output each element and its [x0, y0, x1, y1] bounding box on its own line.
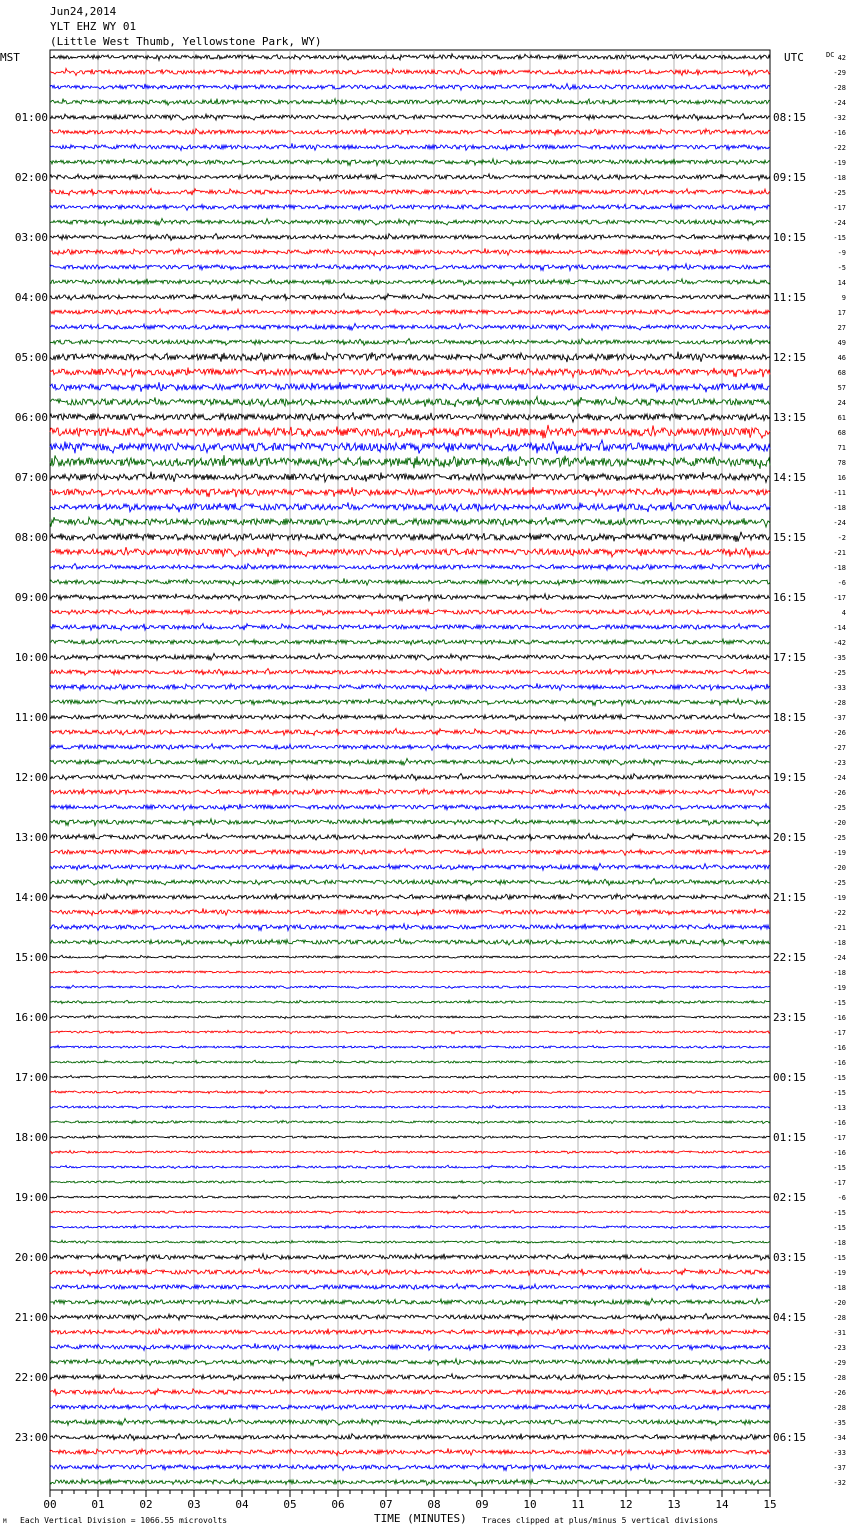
seismic-trace — [50, 114, 770, 121]
seismic-trace — [50, 833, 770, 840]
dc-offset-label: -34 — [833, 1434, 846, 1442]
seismic-trace — [50, 1448, 770, 1455]
x-tick-label: 05 — [283, 1498, 297, 1511]
dc-offset-label: -20 — [833, 1299, 846, 1307]
dc-offset-label: -23 — [833, 1344, 846, 1352]
seismic-trace — [50, 487, 770, 497]
mst-hour-label: 11:00 — [14, 711, 48, 724]
utc-hour-label: 15:15 — [773, 531, 807, 544]
seismic-trace — [50, 367, 770, 377]
mst-hour-label: 15:00 — [14, 951, 48, 964]
dc-offset-label: -18 — [833, 1239, 846, 1247]
dc-offset-label: -18 — [833, 504, 846, 512]
dc-offset-label: -37 — [833, 714, 846, 722]
seismic-trace — [50, 985, 770, 988]
seismic-trace — [50, 440, 770, 454]
seismic-trace — [50, 352, 770, 363]
utc-hour-label: 10:15 — [773, 231, 807, 244]
seismic-trace — [50, 1434, 770, 1441]
seismic-trace — [50, 1343, 770, 1350]
seismic-trace — [50, 714, 770, 721]
seismic-trace — [50, 1045, 770, 1048]
dc-offset-label: -28 — [833, 84, 846, 92]
seismic-trace — [50, 68, 770, 75]
x-tick-label: 01 — [91, 1498, 105, 1511]
seismic-trace — [50, 594, 770, 601]
dc-offset-label: -16 — [833, 129, 846, 137]
dc-offset-label: -14 — [833, 624, 846, 632]
utc-hour-label: 19:15 — [773, 771, 807, 784]
seismic-trace — [50, 1135, 770, 1138]
seismic-trace — [50, 578, 770, 585]
dc-offset-label: 27 — [837, 324, 846, 332]
seismic-trace — [50, 517, 770, 527]
seismic-trace — [50, 864, 770, 871]
seismic-trace — [50, 1000, 770, 1003]
dc-offset-label: -16 — [833, 1149, 846, 1157]
utc-hour-label: 09:15 — [773, 171, 807, 184]
dc-offset-label: -26 — [833, 789, 846, 797]
seismic-trace — [50, 455, 770, 469]
seismic-trace — [50, 84, 770, 91]
x-tick-label: 04 — [235, 1498, 249, 1511]
dc-offset-label: -19 — [833, 894, 846, 902]
dc-offset-label: -18 — [833, 564, 846, 572]
x-tick-label: 09 — [475, 1498, 489, 1511]
utc-hour-label: 20:15 — [773, 831, 807, 844]
dc-offset-label: -24 — [833, 219, 846, 227]
seismic-trace — [50, 293, 770, 300]
seismic-trace — [50, 788, 770, 795]
dc-offset-label: -16 — [833, 1119, 846, 1127]
dc-offset-label: -20 — [833, 864, 846, 872]
seismic-trace — [50, 774, 770, 781]
utc-hour-label: 03:15 — [773, 1251, 807, 1264]
dc-offset-label: -23 — [833, 759, 846, 767]
dc-offset-label: -9 — [837, 249, 846, 257]
seismic-trace — [50, 1195, 770, 1198]
seismic-trace — [50, 728, 770, 735]
mst-hour-label: 06:00 — [14, 411, 48, 424]
seismic-trace — [50, 1090, 770, 1093]
dc-offset-label: 46 — [837, 354, 846, 362]
station-code: YLT EHZ WY 01 — [50, 20, 137, 33]
mst-hour-label: 12:00 — [14, 771, 48, 784]
seismic-trace — [50, 1060, 770, 1064]
mst-hour-label: 07:00 — [14, 471, 48, 484]
dc-offset-label: -15 — [833, 1254, 846, 1262]
dc-offset-label: -21 — [833, 924, 846, 932]
dc-offset-label: -25 — [833, 804, 846, 812]
chart-date: Jun24,2014 — [50, 5, 117, 18]
seismic-trace — [50, 174, 770, 181]
dc-offset-label: -15 — [833, 1074, 846, 1082]
dc-offset-label: -32 — [833, 114, 846, 122]
seismic-trace — [50, 1240, 770, 1244]
dc-offset-label: -21 — [833, 549, 846, 557]
dc-offset-label: -16 — [833, 1044, 846, 1052]
dc-offset-label: -33 — [833, 1449, 846, 1457]
seismic-trace — [50, 639, 770, 645]
mst-hour-label: 04:00 — [14, 291, 48, 304]
dc-offset-label: -2 — [837, 534, 846, 542]
dc-offset-label: 14 — [837, 279, 846, 287]
dc-offset-label: 68 — [837, 429, 846, 437]
dc-offset-label: -13 — [833, 1104, 846, 1112]
seismic-trace — [50, 1105, 770, 1108]
seismic-trace — [50, 699, 770, 706]
utc-hour-label: 01:15 — [773, 1131, 807, 1144]
seismic-trace — [50, 412, 770, 422]
seismic-trace — [50, 159, 770, 166]
x-axis-title: TIME (MINUTES) — [374, 1512, 467, 1525]
dc-offset-label: -24 — [833, 519, 846, 527]
dc-offset-label: -26 — [833, 729, 846, 737]
seismic-trace — [50, 924, 770, 931]
utc-hour-label: 06:15 — [773, 1431, 807, 1444]
x-tick-label: 00 — [43, 1498, 57, 1511]
utc-hour-label: 14:15 — [773, 471, 807, 484]
mst-hour-label: 16:00 — [14, 1011, 48, 1024]
seismic-trace — [50, 188, 770, 195]
x-tick-label: 02 — [139, 1498, 153, 1511]
dc-offset-label: -28 — [833, 1314, 846, 1322]
dc-header-label: DC — [826, 51, 835, 59]
dc-offset-label: -19 — [833, 849, 846, 857]
seismic-trace — [50, 1329, 770, 1336]
seismic-trace — [50, 1314, 770, 1321]
mst-hour-label: 22:00 — [14, 1371, 48, 1384]
dc-offset-label: -35 — [833, 1419, 846, 1427]
utc-hour-label: 21:15 — [773, 891, 807, 904]
dc-offset-label: -15 — [833, 234, 846, 242]
mst-hour-label: 20:00 — [14, 1251, 48, 1264]
x-tick-label: 03 — [187, 1498, 201, 1511]
station-location: (Little West Thumb, Yellowstone Park, WY) — [50, 35, 322, 48]
seismic-trace — [50, 1404, 770, 1410]
utc-hour-label: 16:15 — [773, 591, 807, 604]
mst-hour-label: 01:00 — [14, 111, 48, 124]
dc-offset-label: -28 — [833, 699, 846, 707]
dc-offset-label: -15 — [833, 1209, 846, 1217]
utc-hour-label: 18:15 — [773, 711, 807, 724]
x-tick-label: 12 — [619, 1498, 633, 1511]
dc-offset-label: -24 — [833, 774, 846, 782]
corner-mark: M — [3, 1518, 7, 1525]
seismic-trace — [50, 1180, 770, 1183]
seismic-trace — [50, 1299, 770, 1306]
dc-offset-label: -17 — [833, 1029, 846, 1037]
dc-offset-label: -19 — [833, 984, 846, 992]
dc-offset-label: -25 — [833, 669, 846, 677]
x-tick-label: 07 — [379, 1498, 393, 1511]
mst-hour-label: 03:00 — [14, 231, 48, 244]
utc-hour-label: 08:15 — [773, 111, 807, 124]
dc-offset-label: -33 — [833, 684, 846, 692]
utc-hour-label: 05:15 — [773, 1371, 807, 1384]
dc-offset-label: -16 — [833, 1014, 846, 1022]
seismic-trace — [50, 623, 770, 630]
seismic-trace — [50, 1254, 770, 1261]
seismic-trace — [50, 204, 770, 210]
dc-offset-label: -24 — [833, 954, 846, 962]
dc-offset-label: -19 — [833, 1269, 846, 1277]
seismic-trace — [50, 908, 770, 915]
seismic-trace — [50, 804, 770, 811]
dc-offset-label: -29 — [833, 69, 846, 77]
dc-offset-label: -18 — [833, 174, 846, 182]
seismic-trace — [50, 654, 770, 661]
seismic-trace — [50, 532, 770, 542]
dc-offset-label: 68 — [837, 369, 846, 377]
mst-hour-label: 23:00 — [14, 1431, 48, 1444]
dc-offset-label: 57 — [837, 384, 846, 392]
scale-note: Each Vertical Division = 1066.55 microvolts — [20, 1516, 228, 1525]
dc-offset-label: -18 — [833, 969, 846, 977]
seismic-trace — [50, 1359, 770, 1366]
seismic-trace — [50, 759, 770, 766]
seismic-trace — [50, 264, 770, 271]
mst-hour-label: 08:00 — [14, 531, 48, 544]
dc-offset-label: -18 — [833, 1284, 846, 1292]
utc-hour-label: 23:15 — [773, 1011, 807, 1024]
x-tick-label: 13 — [667, 1498, 681, 1511]
dc-offset-label: -20 — [833, 819, 846, 827]
dc-offset-label: -16 — [833, 1059, 846, 1067]
seismic-trace — [50, 879, 770, 886]
dc-offset-label: -22 — [833, 909, 846, 917]
dc-offset-label: -17 — [833, 1134, 846, 1142]
seismic-trace — [50, 1165, 770, 1169]
dc-offset-label: -11 — [833, 489, 846, 497]
seismic-trace — [50, 502, 770, 513]
dc-offset-label: 24 — [837, 399, 846, 407]
utc-hour-label: 22:15 — [773, 951, 807, 964]
dc-offset-label: -25 — [833, 879, 846, 887]
dc-offset-label: -37 — [833, 1464, 846, 1472]
clip-note: Traces clipped at plus/minus 5 vertical divisions — [482, 1516, 719, 1525]
dc-offset-label: -27 — [833, 744, 846, 752]
seismic-trace — [50, 425, 770, 439]
utc-hour-label: 12:15 — [773, 351, 807, 364]
utc-hour-label: 02:15 — [773, 1191, 807, 1204]
dc-offset-label: 16 — [837, 474, 846, 482]
mst-hour-label: 19:00 — [14, 1191, 48, 1204]
seismic-trace — [50, 1388, 770, 1395]
dc-offset-label: -17 — [833, 204, 846, 212]
left-timezone: MST — [0, 51, 20, 64]
seismic-trace — [50, 564, 770, 571]
dc-offset-label: -6 — [837, 1194, 846, 1202]
seismic-trace — [50, 955, 770, 958]
seismic-trace — [50, 819, 770, 826]
x-tick-label: 11 — [571, 1498, 585, 1511]
seismic-trace — [50, 1479, 770, 1486]
dc-offset-label: -28 — [833, 1404, 846, 1412]
dc-offset-label: 61 — [837, 414, 846, 422]
dc-offset-label: 17 — [837, 309, 846, 317]
seismic-trace — [50, 1374, 770, 1381]
seismic-trace — [50, 54, 770, 61]
seismic-trace — [50, 129, 770, 136]
dc-offset-label: -22 — [833, 144, 846, 152]
seismic-trace — [50, 382, 770, 392]
seismic-trace — [50, 894, 770, 901]
seismic-trace — [50, 324, 770, 331]
dc-offset-label: -6 — [837, 579, 846, 587]
seismic-trace — [50, 1030, 770, 1033]
dc-offset-label: -25 — [833, 834, 846, 842]
seismic-trace — [50, 1075, 770, 1078]
dc-offset-label: -15 — [833, 1164, 846, 1172]
seismic-trace — [50, 472, 770, 483]
x-tick-label: 14 — [715, 1498, 729, 1511]
dc-offset-label: 4 — [841, 609, 846, 617]
utc-hour-label: 04:15 — [773, 1311, 807, 1324]
dc-offset-label: -32 — [833, 1479, 846, 1487]
seismic-trace — [50, 1120, 770, 1124]
dc-offset-label: -15 — [833, 999, 846, 1007]
seismic-trace — [50, 99, 770, 106]
seismic-trace — [50, 669, 770, 676]
seismic-trace — [50, 1225, 770, 1228]
mst-hour-label: 02:00 — [14, 171, 48, 184]
seismic-trace — [50, 309, 770, 316]
mst-hour-label: 18:00 — [14, 1131, 48, 1144]
seismic-trace — [50, 1419, 770, 1426]
dc-offset-label: -31 — [833, 1329, 846, 1337]
seismic-trace — [50, 1284, 770, 1291]
utc-hour-label: 11:15 — [773, 291, 807, 304]
seismic-trace — [50, 1015, 770, 1019]
x-tick-label: 10 — [523, 1498, 537, 1511]
dc-offset-label: -35 — [833, 654, 846, 662]
seismic-trace — [50, 1268, 770, 1275]
dc-offset-label: -26 — [833, 1389, 846, 1397]
mst-hour-label: 14:00 — [14, 891, 48, 904]
seismic-trace — [50, 397, 770, 407]
dc-offset-label: -17 — [833, 594, 846, 602]
seismic-trace — [50, 248, 770, 255]
seismic-trace — [50, 971, 770, 974]
mst-hour-label: 21:00 — [14, 1311, 48, 1324]
x-tick-label: 08 — [427, 1498, 441, 1511]
seismic-trace — [50, 609, 770, 616]
mst-hour-label: 17:00 — [14, 1071, 48, 1084]
dc-offset-label: 9 — [841, 294, 846, 302]
x-tick-label: 06 — [331, 1498, 345, 1511]
seismic-trace — [50, 143, 770, 150]
dc-offset-label: 42 — [837, 54, 846, 62]
dc-offset-label: -5 — [837, 264, 846, 272]
seismic-trace — [50, 234, 770, 241]
dc-offset-label: 71 — [837, 444, 846, 452]
utc-hour-label: 13:15 — [773, 411, 807, 424]
dc-offset-label: -42 — [833, 639, 846, 647]
seismic-trace — [50, 339, 770, 346]
dc-offset-label: -15 — [833, 1224, 846, 1232]
dc-offset-label: -25 — [833, 189, 846, 197]
dc-offset-label: -28 — [833, 1374, 846, 1382]
seismic-trace — [50, 1150, 770, 1153]
mst-hour-label: 05:00 — [14, 351, 48, 364]
utc-hour-label: 17:15 — [773, 651, 807, 664]
x-tick-label: 15 — [763, 1498, 777, 1511]
mst-hour-label: 09:00 — [14, 591, 48, 604]
dc-offset-label: -18 — [833, 939, 846, 947]
utc-hour-label: 00:15 — [773, 1071, 807, 1084]
seismic-trace — [50, 219, 770, 226]
dc-offset-label: -29 — [833, 1359, 846, 1367]
dc-offset-label: -17 — [833, 1179, 846, 1187]
dc-offset-label: -15 — [833, 1089, 846, 1097]
seismic-trace — [50, 683, 770, 690]
dc-offset-label: -24 — [833, 99, 846, 107]
seismic-trace — [50, 279, 770, 286]
dc-offset-label: 49 — [837, 339, 846, 347]
mst-hour-label: 13:00 — [14, 831, 48, 844]
seismic-trace — [50, 1464, 770, 1471]
seismic-trace — [50, 1210, 770, 1213]
seismic-trace — [50, 939, 770, 946]
dc-offset-label: -19 — [833, 159, 846, 167]
seismic-trace — [50, 849, 770, 856]
dc-offset-label: 78 — [837, 459, 846, 467]
seismic-trace — [50, 547, 770, 557]
right-timezone: UTC — [784, 51, 804, 64]
mst-hour-label: 10:00 — [14, 651, 48, 664]
seismic-trace — [50, 744, 770, 751]
